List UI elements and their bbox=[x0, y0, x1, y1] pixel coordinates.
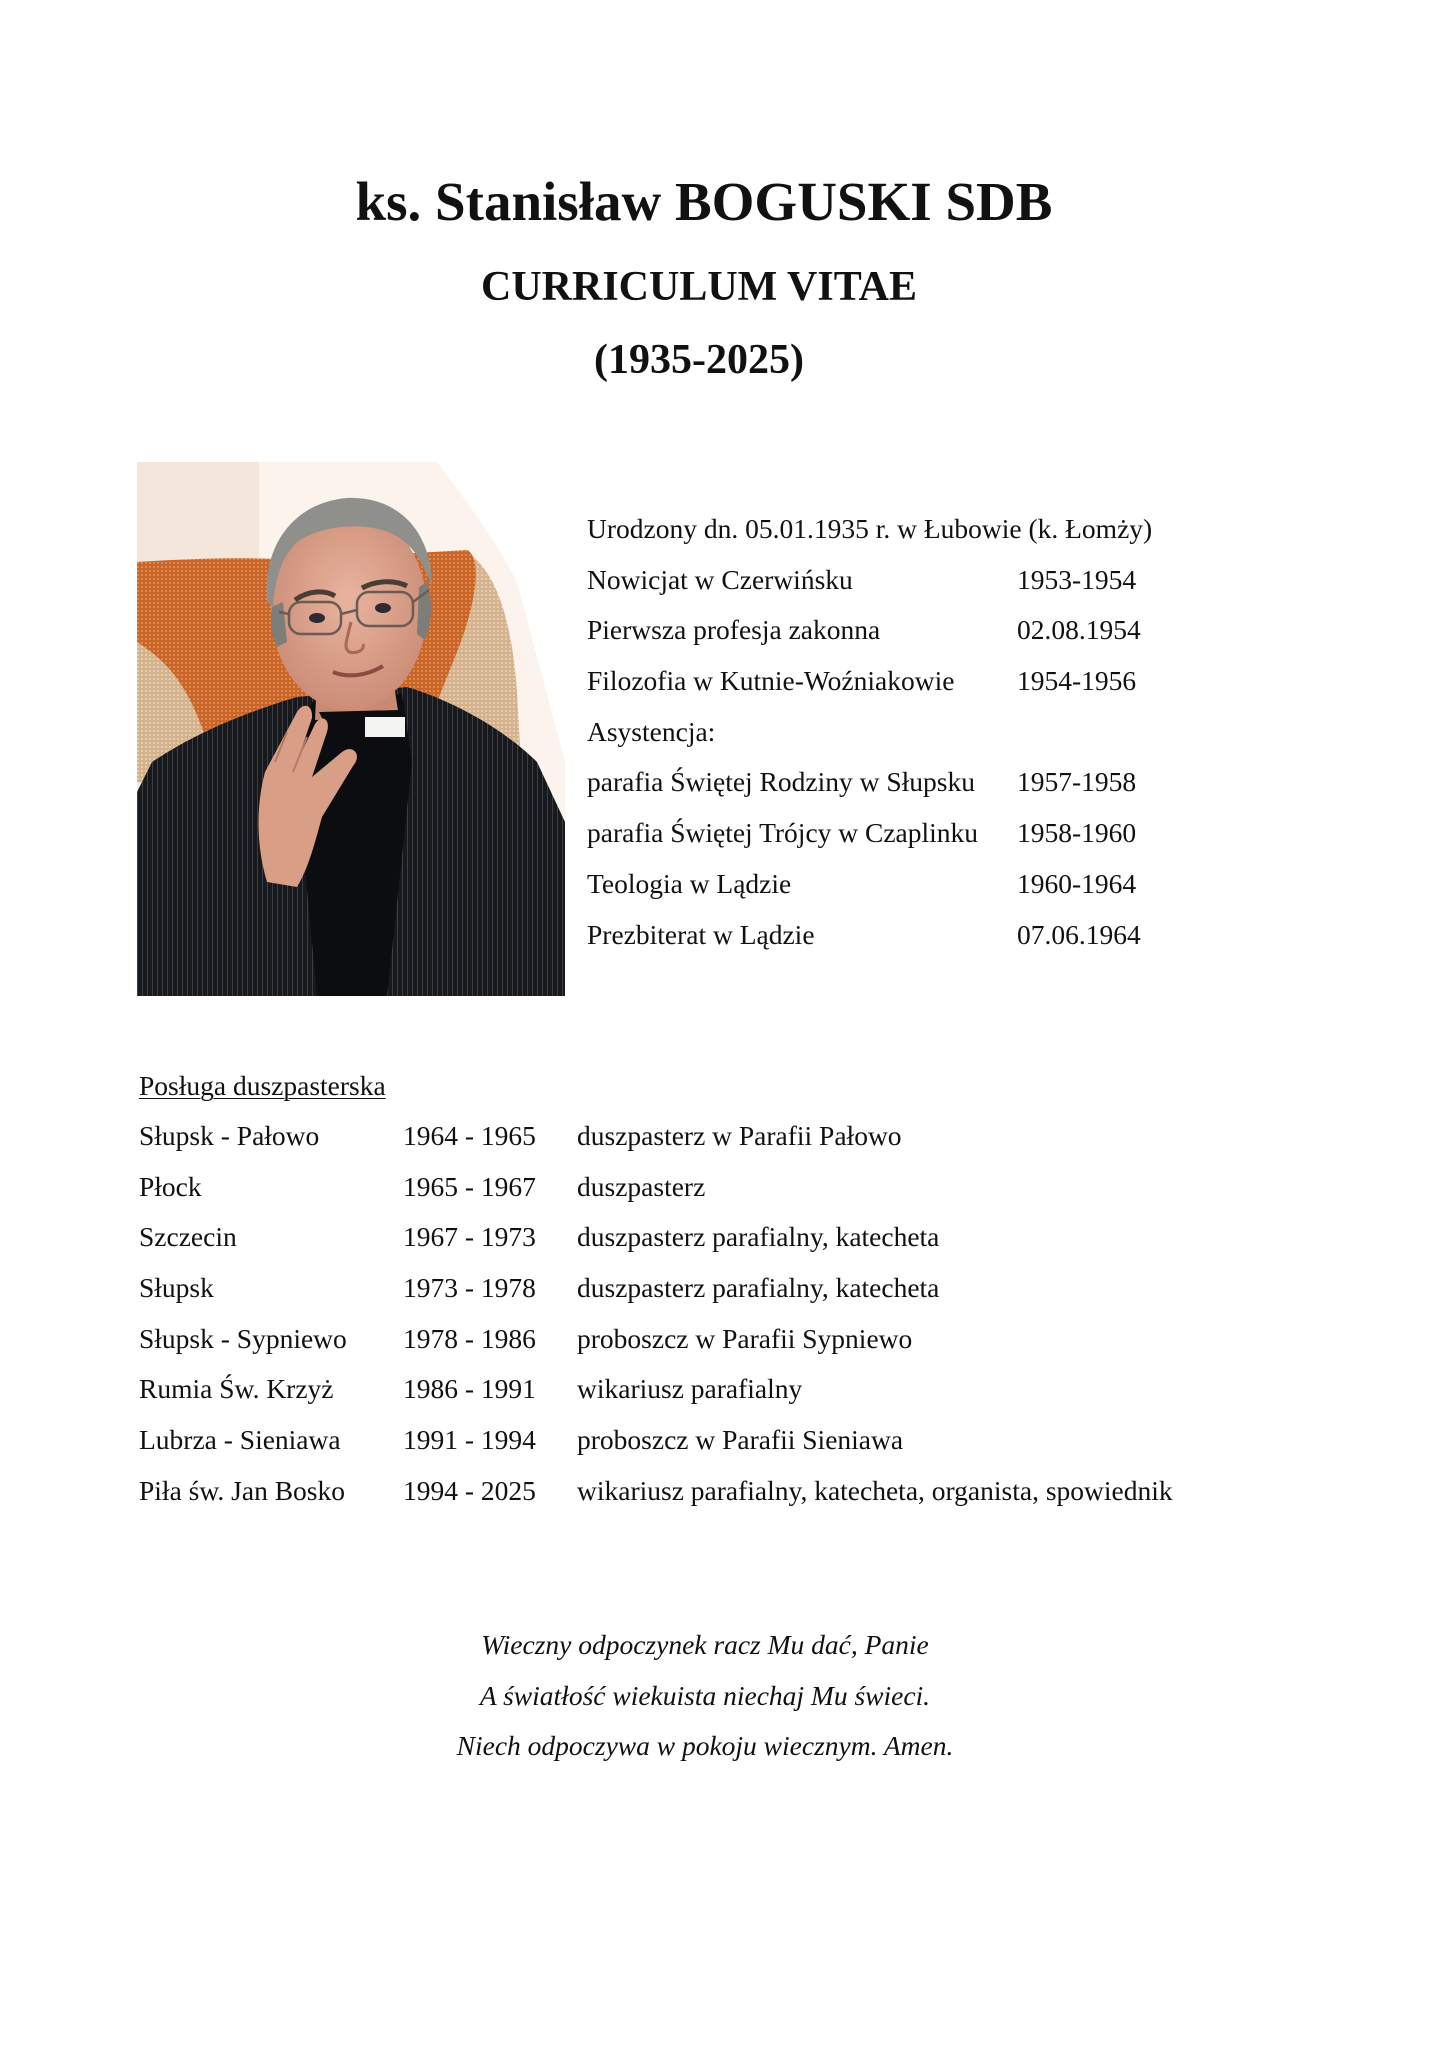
life-years: (1935-2025) bbox=[594, 337, 804, 383]
ministry-years: 1991 - 1994 bbox=[403, 1424, 536, 1456]
bio-value: 1957-1958 bbox=[1017, 766, 1137, 798]
ministry-place: Słupsk - Sypniewo bbox=[139, 1322, 347, 1354]
ministry-place: Rumia Św. Krzyż bbox=[139, 1373, 334, 1405]
bio-row bbox=[587, 918, 1307, 969]
ministry-role: proboszcz w Parafii Sieniawa bbox=[577, 1424, 904, 1456]
prayer-line: Wieczny odpoczynek racz Mu dać, Panie bbox=[481, 1629, 929, 1660]
bio-label: Filozofia w Kutnie-Woźniakowie bbox=[587, 665, 955, 697]
bio-row bbox=[587, 512, 1307, 563]
bio-row bbox=[587, 867, 1307, 918]
ministry-row bbox=[139, 1372, 1299, 1423]
bio-value: 1954-1956 bbox=[1017, 665, 1137, 697]
ministry-heading: Posługa duszpasterska bbox=[139, 1070, 386, 1101]
ministry-table bbox=[139, 1119, 1299, 1525]
prayer-line: Niech odpoczywa w pokoju wiecznym. Amen. bbox=[456, 1730, 954, 1761]
ministry-role: wikariusz parafialny, katecheta, organista, spowiednik bbox=[577, 1474, 1173, 1506]
prayer-line: A światłość wiekuista niechaj Mu świeci. bbox=[479, 1679, 931, 1711]
ministry-years: 1964 - 1965 bbox=[403, 1120, 536, 1151]
ministry-place: Piła św. Jan Bosko bbox=[139, 1474, 346, 1506]
ministry-row bbox=[139, 1170, 1299, 1221]
ministry-years: 1973 - 1978 bbox=[403, 1272, 536, 1304]
ministry-role: wikariusz parafialny bbox=[577, 1373, 803, 1405]
bio-value: 1953-1954 bbox=[1017, 563, 1137, 595]
biography-list bbox=[587, 512, 1307, 968]
ministry-years: 1965 - 1967 bbox=[403, 1170, 536, 1202]
ministry-years: 1986 - 1991 bbox=[403, 1373, 536, 1405]
portrait-photo bbox=[137, 462, 565, 996]
ministry-role: duszpasterz parafialny, katecheta bbox=[577, 1221, 940, 1253]
bio-label: Nowicjat w Czerwińsku bbox=[587, 563, 853, 595]
ministry-years: 1994 - 2025 bbox=[403, 1474, 536, 1506]
ministry-place: Lubrza - Sieniawa bbox=[139, 1424, 341, 1456]
bio-label: Urodzony dn. 05.01.1935 r. w Łubowie (k. Łomży) bbox=[587, 513, 1153, 544]
bio-label: Asystencja: bbox=[587, 715, 716, 747]
ministry-place: Płock bbox=[139, 1170, 202, 1202]
bio-value: 1958-1960 bbox=[1017, 817, 1137, 849]
bio-label: Pierwsza profesja zakonna bbox=[587, 614, 881, 646]
ministry-role: proboszcz w Parafii Sypniewo bbox=[577, 1322, 913, 1354]
ministry-role: duszpasterz parafialny, katecheta bbox=[577, 1272, 940, 1304]
bio-label: Teologia w Lądzie bbox=[587, 867, 792, 899]
document-subtitle: CURRICULUM VITAE bbox=[481, 264, 917, 310]
bio-row bbox=[587, 613, 1307, 664]
bio-label: parafia Świętej Rodziny w Słupsku bbox=[587, 766, 975, 798]
bio-row bbox=[587, 664, 1307, 715]
ministry-place: Słupsk - Pałowo bbox=[139, 1120, 320, 1151]
ministry-place: Szczecin bbox=[139, 1221, 237, 1253]
ministry-role: duszpasterz w Parafii Pałowo bbox=[577, 1120, 902, 1151]
ministry-row bbox=[139, 1220, 1299, 1271]
ministry-role: duszpasterz bbox=[577, 1170, 706, 1202]
bio-row bbox=[587, 715, 1307, 766]
ministry-row bbox=[139, 1474, 1299, 1525]
bio-label: parafia Świętej Trójcy w Czaplinku bbox=[587, 817, 979, 849]
ministry-row bbox=[139, 1423, 1299, 1474]
ministry-row bbox=[139, 1322, 1299, 1373]
ministry-row bbox=[139, 1119, 1299, 1170]
ministry-row bbox=[139, 1271, 1299, 1322]
bio-row bbox=[587, 563, 1307, 614]
ministry-place: Słupsk bbox=[139, 1272, 214, 1304]
ministry-years: 1967 - 1973 bbox=[403, 1221, 536, 1253]
bio-value: 02.08.1954 bbox=[1017, 614, 1141, 646]
bio-row bbox=[587, 816, 1307, 867]
ministry-years: 1978 - 1986 bbox=[403, 1322, 536, 1354]
bio-value: 1960-1964 bbox=[1017, 867, 1137, 899]
closing-prayer bbox=[0, 1620, 1410, 1772]
bio-row bbox=[587, 765, 1307, 816]
bio-label: Prezbiterat w Lądzie bbox=[587, 918, 815, 950]
person-name-title: ks. Stanisław BOGUSKI SDB bbox=[355, 171, 1053, 232]
bio-value: 07.06.1964 bbox=[1017, 918, 1141, 950]
